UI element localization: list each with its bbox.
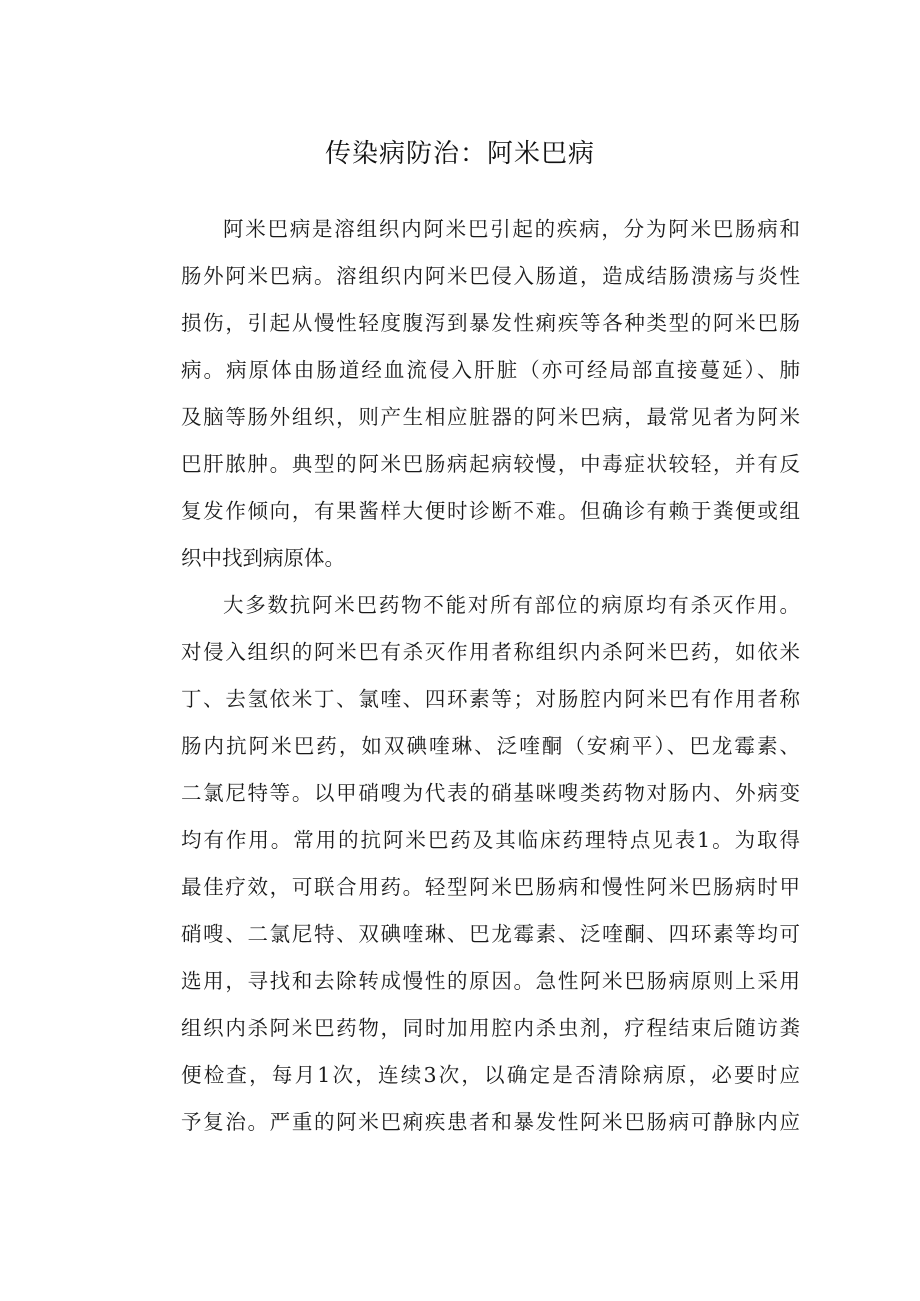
paragraph-2	[140, 582, 800, 1146]
text-line: 硝嗖、二氯尼特、双碘喹琳、巴龙霉素、泛喹酮、四环素等均可	[181, 922, 800, 946]
document-body	[140, 206, 800, 1146]
text-line: 病。病原体由肠道经血流侵入肝脏（亦可经局部直接蔓延）、肺	[181, 358, 800, 382]
text-line: 予复治。严重的阿米巴痢疾患者和暴发性阿米巴肠病可静脉内应	[181, 1110, 800, 1134]
text-line: 肠外阿米巴病。溶组织内阿米巴侵入肠道，造成结肠溃疡与炎性	[181, 264, 800, 288]
text-line: 便检查，每月1次，连续3次，以确定是否清除病原，必要时应	[181, 1063, 800, 1087]
text-line: 复发作倾向，有果酱样大便时诊断不难。但确诊有赖于粪便或组	[181, 499, 800, 523]
text-line: 大多数抗阿米巴药物不能对所有部位的病原均有杀灭作用。	[223, 593, 800, 617]
text-line: 选用，寻找和去除转成慢性的原因。急性阿米巴肠病原则上采用	[181, 969, 800, 993]
document-title: 传染病防治：阿米巴病	[324, 139, 595, 169]
text-line: 组织内杀阿米巴药物，同时加用腔内杀虫剂，疗程结束后随访粪	[181, 1016, 800, 1040]
paragraph-1	[140, 206, 800, 582]
text-line: 最佳疗效，可联合用药。轻型阿米巴肠病和慢性阿米巴肠病时甲	[181, 875, 800, 899]
text-line: 对侵入组织的阿米巴有杀灭作用者称组织内杀阿米巴药，如依米	[181, 640, 800, 664]
text-line: 肠内抗阿米巴药，如双碘喹琳、泛喹酮（安痢平）、巴龙霉素、	[181, 734, 800, 758]
text-line: 阿米巴病是溶组织内阿米巴引起的疾病，分为阿米巴肠病和	[223, 217, 800, 241]
text-line: 织中找到病原体。	[181, 546, 345, 570]
text-line: 均有作用。常用的抗阿米巴药及其临床药理特点见表1。为取得	[181, 828, 800, 852]
text-line: 及脑等肠外组织，则产生相应脏器的阿米巴病，最常见者为阿米	[181, 405, 800, 429]
text-line: 二氯尼特等。以甲硝嗖为代表的硝基咪嗖类药物对肠内、外病变	[181, 781, 800, 805]
text-line: 巴肝脓肿。典型的阿米巴肠病起病较慢，中毒症状较轻，并有反	[181, 452, 800, 476]
text-line: 丁、去氢依米丁、氯喹、四环素等；对肠腔内阿米巴有作用者称	[181, 687, 800, 711]
text-line: 损伤，引起从慢性轻度腹泻到暴发性痢疾等各种类型的阿米巴肠	[181, 311, 800, 335]
